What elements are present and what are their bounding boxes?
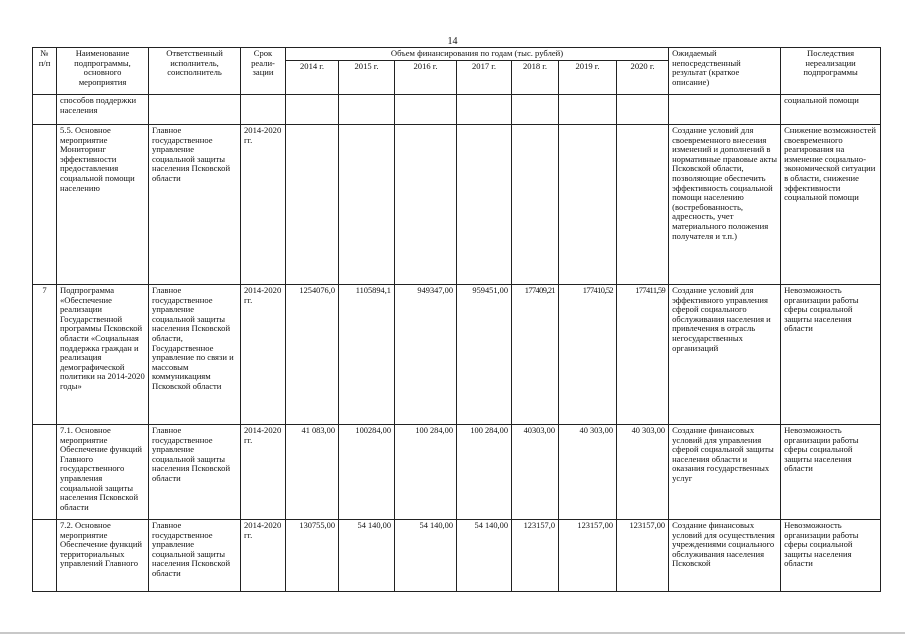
- row-value: 54 140,00: [395, 520, 457, 592]
- row-value: [512, 95, 559, 125]
- row-responsible: [149, 95, 241, 125]
- row-name: 7.2. Основное мероприятие Обеспечение функций территориальных управлений Главного: [57, 520, 149, 592]
- row-term: 2014-2020 гг.: [241, 285, 286, 425]
- page-number: 14: [447, 36, 458, 47]
- row-value: 54 140,00: [457, 520, 512, 592]
- row-value: [339, 95, 395, 125]
- row-consequences: Невозможность организации работы сферы социальной защиты населения области: [781, 425, 881, 520]
- header-year: 2019 г.: [559, 61, 617, 95]
- row-result: Создание условий для своевременного внесения изменений и дополнений в нормативные правовые акты Псковской области, позволяющие обеспечить эффективность социальной помощи населению (востребованность, адресность, учет материального положения получателя и т.п.): [669, 125, 781, 285]
- row-value: [395, 95, 457, 125]
- row-value: 1105894,1: [339, 285, 395, 425]
- row-result: Создание условий для эффективного управления сферой социального обслуживания населения и привлечения в отрасль негосударственных организаций: [669, 285, 781, 425]
- header-year: 2018 г.: [512, 61, 559, 95]
- row-value: 100 284,00: [457, 425, 512, 520]
- row-value: [395, 125, 457, 285]
- table-row: [33, 520, 881, 592]
- row-responsible: Главное государственное управление социальной защиты населения Псковской области: [149, 520, 241, 592]
- row-value: 54 140,00: [339, 520, 395, 592]
- row-term: 2014-2020 гг.: [241, 125, 286, 285]
- row-result: Создание финансовых условий для управления сферой социальной защиты населения области и оказания государственных услуг: [669, 425, 781, 520]
- row-value: [617, 95, 669, 125]
- header-year: 2017 г.: [457, 61, 512, 95]
- row-value: 40303,00: [512, 425, 559, 520]
- table-row: [33, 425, 881, 520]
- row-consequences: Невозможность организации работы сферы социальной защиты населения области: [781, 285, 881, 425]
- table-row: [33, 95, 881, 125]
- row-value: [339, 125, 395, 285]
- row-num: [33, 520, 57, 592]
- row-value: [457, 95, 512, 125]
- row-name: Подпрограмма «Обеспечение реализации Государственной программы Псковской области «Социальная поддержка граждан и реализация демографической политики на 2014-2020 годы»: [57, 285, 149, 425]
- row-value: 123157,00: [559, 520, 617, 592]
- row-value: 123157,00: [617, 520, 669, 592]
- row-value: 177411,59: [617, 285, 669, 425]
- row-term: 2014-2020 гг.: [241, 520, 286, 592]
- program-table: [32, 47, 881, 592]
- header-funding: Объем финансирования по годам (тыс. рублей): [286, 48, 669, 61]
- row-responsible: Главное государственное управление социальной защиты населения Псковской области, Государственное управление по связи и массовым коммуникациям Псковской области: [149, 285, 241, 425]
- header-consequences: Последствия нереализации подпрограммы: [781, 48, 881, 95]
- row-result: Создание финансовых условий для осуществления учреждениями социального обслуживания населения Псковской: [669, 520, 781, 592]
- row-value: 123157,0: [512, 520, 559, 592]
- table-row: [33, 125, 881, 285]
- header-year: 2015 г.: [339, 61, 395, 95]
- header-year: 2014 г.: [286, 61, 339, 95]
- row-value: 41 083,00: [286, 425, 339, 520]
- row-value: 959451,00: [457, 285, 512, 425]
- row-value: [286, 125, 339, 285]
- header-result: Ожидаемый непосредственный результат (краткое описание): [669, 48, 781, 95]
- row-value: [286, 95, 339, 125]
- row-name: 5.5. Основное мероприятие Мониторинг эффективности предоставления социальной помощи населению: [57, 125, 149, 285]
- header-year: 2016 г.: [395, 61, 457, 95]
- row-value: 40 303,00: [617, 425, 669, 520]
- row-responsible: Главное государственное управление социальной защиты населения Псковской области: [149, 425, 241, 520]
- header-num: № п/п: [33, 48, 57, 95]
- table-row: [33, 285, 881, 425]
- row-consequences: Невозможность организации работы сферы социальной защиты населения области: [781, 520, 881, 592]
- row-num: 7: [33, 285, 57, 425]
- row-value: 130755,00: [286, 520, 339, 592]
- row-value: 40 303,00: [559, 425, 617, 520]
- row-consequences: социальной помощи: [781, 95, 881, 125]
- row-value: [559, 125, 617, 285]
- row-value: 100284,00: [339, 425, 395, 520]
- row-result: [669, 95, 781, 125]
- header-term: Срок реали-зации: [241, 48, 286, 95]
- row-value: [512, 125, 559, 285]
- row-value: [559, 95, 617, 125]
- row-responsible: Главное государственное управление социальной защиты населения Псковской области: [149, 125, 241, 285]
- row-value: 100 284,00: [395, 425, 457, 520]
- row-value: 177410,52: [559, 285, 617, 425]
- row-value: [617, 125, 669, 285]
- row-value: 177409,21: [512, 285, 559, 425]
- header-name: Наименование подпрограммы, основного мероприятия: [57, 48, 149, 95]
- header-responsible: Ответственный исполнитель, соисполнитель: [149, 48, 241, 95]
- row-num: [33, 425, 57, 520]
- row-value: [457, 125, 512, 285]
- row-name: способов поддержки населения: [57, 95, 149, 125]
- row-num: [33, 125, 57, 285]
- row-term: 2014-2020 гг.: [241, 425, 286, 520]
- row-term: [241, 95, 286, 125]
- row-value: 1254076,0: [286, 285, 339, 425]
- row-consequences: Снижение возможностей своевременного реагирования на изменение социально-экономической ситуации в области, снижение эффективности социальной помощи: [781, 125, 881, 285]
- row-num: [33, 95, 57, 125]
- page-edge-rule: [0, 632, 905, 634]
- row-value: 949347,00: [395, 285, 457, 425]
- row-name: 7.1. Основное мероприятие Обеспечение функций Главного государственного управления социальной защиты населения Псковской области: [57, 425, 149, 520]
- header-year: 2020 г.: [617, 61, 669, 95]
